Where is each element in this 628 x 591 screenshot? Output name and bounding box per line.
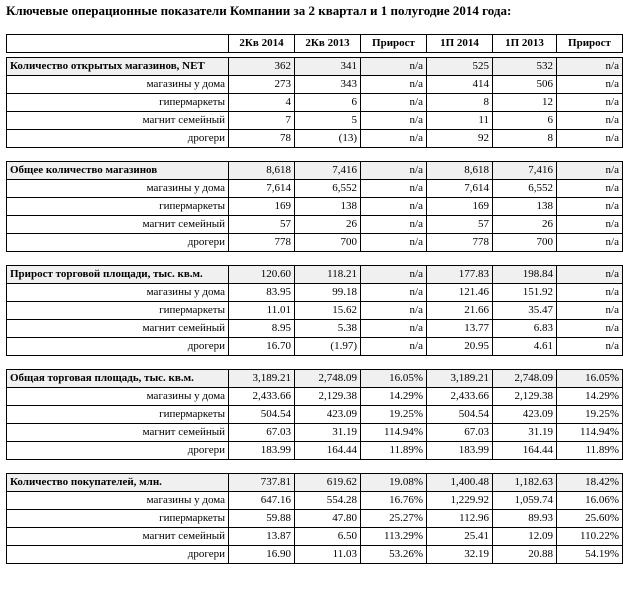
header-cell-2q2014: 2Кв 2014 bbox=[229, 35, 295, 53]
row-label: гипермаркеты bbox=[7, 510, 229, 528]
value-cell: 554.28 bbox=[295, 492, 361, 510]
value-cell: 169 bbox=[229, 198, 295, 216]
section-spacer bbox=[7, 356, 623, 370]
value-cell: 6 bbox=[493, 112, 557, 130]
table-row bbox=[7, 338, 623, 356]
value-cell: 4.61 bbox=[493, 338, 557, 356]
value-cell: 57 bbox=[229, 216, 295, 234]
header-cell-growth-h: Прирост bbox=[557, 35, 623, 53]
table-row bbox=[7, 546, 623, 564]
value-cell: 8,618 bbox=[229, 162, 295, 180]
row-label: магазины у дома bbox=[7, 284, 229, 302]
table-row-total bbox=[7, 370, 623, 388]
value-cell: n/a bbox=[361, 302, 427, 320]
value-cell: 57 bbox=[427, 216, 493, 234]
table-row bbox=[7, 320, 623, 338]
section-spacer bbox=[7, 148, 623, 162]
value-cell: 18.42% bbox=[557, 474, 623, 492]
value-cell: 183.99 bbox=[229, 442, 295, 460]
value-cell: 525 bbox=[427, 58, 493, 76]
header-row bbox=[7, 35, 623, 53]
value-cell: 54.19% bbox=[557, 546, 623, 564]
value-cell: 67.03 bbox=[229, 424, 295, 442]
value-cell: n/a bbox=[557, 320, 623, 338]
value-cell: 5.38 bbox=[295, 320, 361, 338]
value-cell: 114.94% bbox=[361, 424, 427, 442]
value-cell: 4 bbox=[229, 94, 295, 112]
value-cell: 32.19 bbox=[427, 546, 493, 564]
value-cell: n/a bbox=[557, 284, 623, 302]
value-cell: 11.03 bbox=[295, 546, 361, 564]
row-label: Количество покупателей, млн. bbox=[7, 474, 229, 492]
value-cell: n/a bbox=[557, 130, 623, 148]
row-label: гипермаркеты bbox=[7, 406, 229, 424]
value-cell: 13.77 bbox=[427, 320, 493, 338]
value-cell: 423.09 bbox=[295, 406, 361, 424]
value-cell: 89.93 bbox=[493, 510, 557, 528]
value-cell: n/a bbox=[557, 338, 623, 356]
row-label: дрогери bbox=[7, 338, 229, 356]
value-cell: 647.16 bbox=[229, 492, 295, 510]
section-spacer bbox=[7, 252, 623, 266]
value-cell: 506 bbox=[493, 76, 557, 94]
value-cell: 8,618 bbox=[427, 162, 493, 180]
value-cell: 25.41 bbox=[427, 528, 493, 546]
value-cell: 11.89% bbox=[361, 442, 427, 460]
row-label: Количество открытых магазинов, NET bbox=[7, 58, 229, 76]
value-cell: n/a bbox=[557, 216, 623, 234]
value-cell: 343 bbox=[295, 76, 361, 94]
row-label: магазины у дома bbox=[7, 76, 229, 94]
value-cell: 138 bbox=[295, 198, 361, 216]
value-cell: 59.88 bbox=[229, 510, 295, 528]
spacer-cell bbox=[7, 252, 623, 266]
value-cell: 12 bbox=[493, 94, 557, 112]
value-cell: (1.97) bbox=[295, 338, 361, 356]
value-cell: 114.94% bbox=[557, 424, 623, 442]
value-cell: 26 bbox=[295, 216, 361, 234]
value-cell: 14.29% bbox=[557, 388, 623, 406]
value-cell: 25.27% bbox=[361, 510, 427, 528]
value-cell: n/a bbox=[361, 284, 427, 302]
value-cell: 11.01 bbox=[229, 302, 295, 320]
value-cell: 6,552 bbox=[295, 180, 361, 198]
value-cell: 120.60 bbox=[229, 266, 295, 284]
value-cell: 504.54 bbox=[229, 406, 295, 424]
spacer-cell bbox=[7, 148, 623, 162]
value-cell: 169 bbox=[427, 198, 493, 216]
value-cell: n/a bbox=[361, 198, 427, 216]
operating-indicators-table bbox=[6, 34, 623, 564]
value-cell: 47.80 bbox=[295, 510, 361, 528]
row-label: магазины у дома bbox=[7, 492, 229, 510]
table-row bbox=[7, 302, 623, 320]
value-cell: 16.05% bbox=[557, 370, 623, 388]
value-cell: 12.09 bbox=[493, 528, 557, 546]
value-cell: n/a bbox=[557, 234, 623, 252]
value-cell: 2,129.38 bbox=[493, 388, 557, 406]
table-row bbox=[7, 130, 623, 148]
value-cell: 273 bbox=[229, 76, 295, 94]
value-cell: 11.89% bbox=[557, 442, 623, 460]
value-cell: 16.06% bbox=[557, 492, 623, 510]
value-cell: 16.90 bbox=[229, 546, 295, 564]
table-row bbox=[7, 234, 623, 252]
value-cell: 2,129.38 bbox=[295, 388, 361, 406]
table-row-total bbox=[7, 474, 623, 492]
row-label: дрогери bbox=[7, 546, 229, 564]
page-title: Ключевые операционные показатели Компании за 2 квартал и 1 полугодие 2014 года: bbox=[6, 3, 512, 18]
row-label: магазины у дома bbox=[7, 180, 229, 198]
header-cell-label bbox=[7, 35, 229, 53]
table-row bbox=[7, 510, 623, 528]
row-label: дрогери bbox=[7, 130, 229, 148]
value-cell: 1,182.63 bbox=[493, 474, 557, 492]
value-cell: 11 bbox=[427, 112, 493, 130]
value-cell: 3,189.21 bbox=[427, 370, 493, 388]
value-cell: 138 bbox=[493, 198, 557, 216]
value-cell: 35.47 bbox=[493, 302, 557, 320]
value-cell: 7,416 bbox=[493, 162, 557, 180]
value-cell: 2,433.66 bbox=[229, 388, 295, 406]
value-cell: 13.87 bbox=[229, 528, 295, 546]
table-row bbox=[7, 76, 623, 94]
value-cell: 15.62 bbox=[295, 302, 361, 320]
value-cell: 700 bbox=[295, 234, 361, 252]
value-cell: n/a bbox=[557, 198, 623, 216]
table-row bbox=[7, 180, 623, 198]
value-cell: 26 bbox=[493, 216, 557, 234]
value-cell: 53.26% bbox=[361, 546, 427, 564]
spacer-cell bbox=[7, 460, 623, 474]
value-cell: 183.99 bbox=[427, 442, 493, 460]
value-cell: 31.19 bbox=[295, 424, 361, 442]
row-label: гипермаркеты bbox=[7, 302, 229, 320]
value-cell: 7,416 bbox=[295, 162, 361, 180]
value-cell: n/a bbox=[557, 162, 623, 180]
row-label: магнит семейный bbox=[7, 528, 229, 546]
value-cell: 16.76% bbox=[361, 492, 427, 510]
header-cell-1h2014: 1П 2014 bbox=[427, 35, 493, 53]
table-row-total bbox=[7, 58, 623, 76]
table-row bbox=[7, 406, 623, 424]
value-cell: 532 bbox=[493, 58, 557, 76]
value-cell: 25.60% bbox=[557, 510, 623, 528]
value-cell: 2,748.09 bbox=[295, 370, 361, 388]
row-label: магнит семейный bbox=[7, 112, 229, 130]
table-row bbox=[7, 424, 623, 442]
value-cell: 7 bbox=[229, 112, 295, 130]
value-cell: n/a bbox=[361, 320, 427, 338]
value-cell: 177.83 bbox=[427, 266, 493, 284]
section-spacer bbox=[7, 460, 623, 474]
value-cell: 504.54 bbox=[427, 406, 493, 424]
header-cell-1h2013: 1П 2013 bbox=[493, 35, 557, 53]
value-cell: 3,189.21 bbox=[229, 370, 295, 388]
value-cell: n/a bbox=[361, 180, 427, 198]
value-cell: 7,614 bbox=[229, 180, 295, 198]
value-cell: n/a bbox=[361, 94, 427, 112]
value-cell: 92 bbox=[427, 130, 493, 148]
value-cell: n/a bbox=[361, 338, 427, 356]
value-cell: 778 bbox=[229, 234, 295, 252]
value-cell: 2,433.66 bbox=[427, 388, 493, 406]
value-cell: 1,059.74 bbox=[493, 492, 557, 510]
row-label: гипермаркеты bbox=[7, 198, 229, 216]
table-row-total bbox=[7, 266, 623, 284]
value-cell: 121.46 bbox=[427, 284, 493, 302]
value-cell: 19.25% bbox=[361, 406, 427, 424]
row-label: магнит семейный bbox=[7, 320, 229, 338]
value-cell: 1,229.92 bbox=[427, 492, 493, 510]
value-cell: 2,748.09 bbox=[493, 370, 557, 388]
spacer-cell bbox=[7, 356, 623, 370]
value-cell: 83.95 bbox=[229, 284, 295, 302]
value-cell: 113.29% bbox=[361, 528, 427, 546]
value-cell: 19.25% bbox=[557, 406, 623, 424]
value-cell: 6,552 bbox=[493, 180, 557, 198]
value-cell: 5 bbox=[295, 112, 361, 130]
value-cell: n/a bbox=[361, 266, 427, 284]
row-label: Общая торговая площадь, тыс. кв.м. bbox=[7, 370, 229, 388]
row-label: магнит семейный bbox=[7, 424, 229, 442]
value-cell: n/a bbox=[361, 58, 427, 76]
table-row bbox=[7, 284, 623, 302]
table-row-total bbox=[7, 162, 623, 180]
value-cell: 99.18 bbox=[295, 284, 361, 302]
value-cell: n/a bbox=[361, 234, 427, 252]
value-cell: (13) bbox=[295, 130, 361, 148]
value-cell: n/a bbox=[557, 266, 623, 284]
value-cell: 619.62 bbox=[295, 474, 361, 492]
value-cell: 112.96 bbox=[427, 510, 493, 528]
value-cell: 1,400.48 bbox=[427, 474, 493, 492]
value-cell: 16.05% bbox=[361, 370, 427, 388]
value-cell: 778 bbox=[427, 234, 493, 252]
table-row bbox=[7, 528, 623, 546]
row-label: магнит семейный bbox=[7, 216, 229, 234]
value-cell: 21.66 bbox=[427, 302, 493, 320]
value-cell: 6 bbox=[295, 94, 361, 112]
value-cell: n/a bbox=[557, 58, 623, 76]
value-cell: 164.44 bbox=[493, 442, 557, 460]
value-cell: n/a bbox=[361, 162, 427, 180]
value-cell: 8.95 bbox=[229, 320, 295, 338]
value-cell: 341 bbox=[295, 58, 361, 76]
value-cell: 118.21 bbox=[295, 266, 361, 284]
value-cell: 8 bbox=[427, 94, 493, 112]
value-cell: 7,614 bbox=[427, 180, 493, 198]
row-label: дрогери bbox=[7, 234, 229, 252]
value-cell: 110.22% bbox=[557, 528, 623, 546]
value-cell: 737.81 bbox=[229, 474, 295, 492]
row-label: гипермаркеты bbox=[7, 94, 229, 112]
value-cell: 78 bbox=[229, 130, 295, 148]
value-cell: 19.08% bbox=[361, 474, 427, 492]
value-cell: n/a bbox=[557, 302, 623, 320]
value-cell: 31.19 bbox=[493, 424, 557, 442]
value-cell: n/a bbox=[361, 130, 427, 148]
row-label: Прирост торговой площади, тыс. кв.м. bbox=[7, 266, 229, 284]
value-cell: 151.92 bbox=[493, 284, 557, 302]
header-cell-growth-q: Прирост bbox=[361, 35, 427, 53]
value-cell: n/a bbox=[557, 180, 623, 198]
value-cell: n/a bbox=[361, 112, 427, 130]
row-label: дрогери bbox=[7, 442, 229, 460]
value-cell: n/a bbox=[361, 216, 427, 234]
value-cell: 8 bbox=[493, 130, 557, 148]
table-row bbox=[7, 112, 623, 130]
table-row bbox=[7, 94, 623, 112]
value-cell: 198.84 bbox=[493, 266, 557, 284]
table-row bbox=[7, 388, 623, 406]
row-label: Общее количество магазинов bbox=[7, 162, 229, 180]
table-row bbox=[7, 198, 623, 216]
value-cell: 14.29% bbox=[361, 388, 427, 406]
value-cell: 6.50 bbox=[295, 528, 361, 546]
table-row bbox=[7, 442, 623, 460]
value-cell: 67.03 bbox=[427, 424, 493, 442]
value-cell: 20.88 bbox=[493, 546, 557, 564]
value-cell: 16.70 bbox=[229, 338, 295, 356]
value-cell: n/a bbox=[557, 94, 623, 112]
value-cell: n/a bbox=[557, 112, 623, 130]
value-cell: 700 bbox=[493, 234, 557, 252]
value-cell: n/a bbox=[361, 76, 427, 94]
header-cell-2q2013: 2Кв 2013 bbox=[295, 35, 361, 53]
value-cell: 362 bbox=[229, 58, 295, 76]
value-cell: 6.83 bbox=[493, 320, 557, 338]
value-cell: 20.95 bbox=[427, 338, 493, 356]
row-label: магазины у дома bbox=[7, 388, 229, 406]
value-cell: 164.44 bbox=[295, 442, 361, 460]
table-row bbox=[7, 216, 623, 234]
value-cell: 414 bbox=[427, 76, 493, 94]
table-row bbox=[7, 492, 623, 510]
value-cell: 423.09 bbox=[493, 406, 557, 424]
value-cell: n/a bbox=[557, 76, 623, 94]
